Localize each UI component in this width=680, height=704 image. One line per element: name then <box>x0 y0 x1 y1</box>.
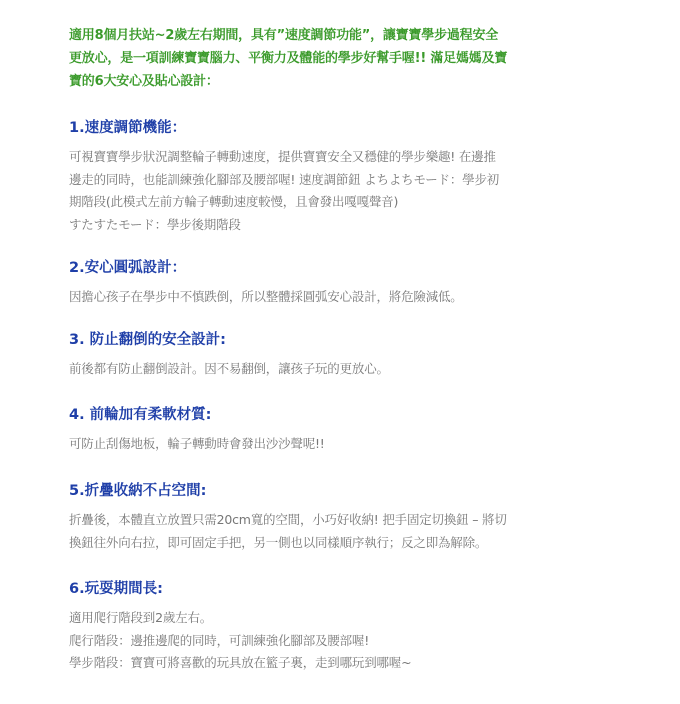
intro-paragraph <box>69 24 539 93</box>
body-line: 前後都有防止翻倒設計。因不易翻倒，讓孩子玩的更放心。 <box>69 361 389 376</box>
intro-line: 更放心，是一項訓練寶寶腦力、平衡力及體能的學步好幫手喔!! 滿足媽媽及寶 <box>69 51 508 66</box>
body-line: 學步階段：寶寶可將喜歡的玩具放在籃子裏，走到哪玩到哪喔~ <box>69 655 412 670</box>
section-heading: 4. 前輪加有柔軟材質: <box>69 407 212 423</box>
section-rounded-design <box>69 258 549 309</box>
section-body <box>69 433 549 456</box>
section-long-play <box>69 579 549 675</box>
section-body <box>69 509 549 554</box>
section-heading: 2.安心圓弧設計： <box>69 260 187 276</box>
body-line: 折疊後，本體直立放置只需20cm寬的空間，小巧好收納! 把手固定切換鈕 – 將切 <box>69 512 507 527</box>
section-body <box>69 607 549 675</box>
body-line: 可防止刮傷地板，輪子轉動時會發出沙沙聲呢!! <box>69 436 325 451</box>
body-line: 因擔心孩子在學步中不慎跌倒，所以整體採圓弧安心設計，將危險減低。 <box>69 289 463 304</box>
intro-line: 寶的6大安心及貼心設計： <box>69 74 219 89</box>
section-anti-tip <box>69 330 549 381</box>
section-folding <box>69 481 549 554</box>
body-line: 可視寶寶學步狀況調整輪子轉動速度，提供寶寶安全又穩健的學步樂趣! 在邊推 <box>69 149 496 164</box>
body-line: 邊走的同時，也能訓練強化腳部及腰部喔! 速度調節鈕 よちよちモード：學步初 <box>69 171 500 187</box>
body-line: 爬行階段：邊推邊爬的同時，可訓練強化腳部及腰部喔! <box>69 632 370 648</box>
section-heading: 5.折疊收納不占空間: <box>69 483 207 499</box>
section-heading: 3. 防止翻倒的安全設計: <box>69 332 226 348</box>
body-line: 期階段(此模式左前方輪子轉動速度較慢，且會發出嘎嘎聲音) <box>69 194 399 209</box>
section-body <box>69 358 549 381</box>
section-heading: 6.玩耍期間長: <box>69 581 163 597</box>
section-speed-adjust <box>69 118 549 236</box>
intro-line: 適用8個月扶站~2歲左右期間，具有”速度調節功能”，讓寶寶學步過程安全 <box>69 28 499 43</box>
section-heading: 1.速度調節機能： <box>69 120 187 136</box>
section-body <box>69 286 549 309</box>
body-line: すたすたモード：學步後期階段 <box>69 216 241 232</box>
body-line: 適用爬行階段到2歲左右。 <box>69 610 213 625</box>
section-soft-wheels <box>69 405 549 456</box>
body-line: 換鈕往外向右拉，即可固定手把，另一側也以同樣順序執行；反之即為解除。 <box>69 534 488 550</box>
section-body <box>69 146 549 236</box>
